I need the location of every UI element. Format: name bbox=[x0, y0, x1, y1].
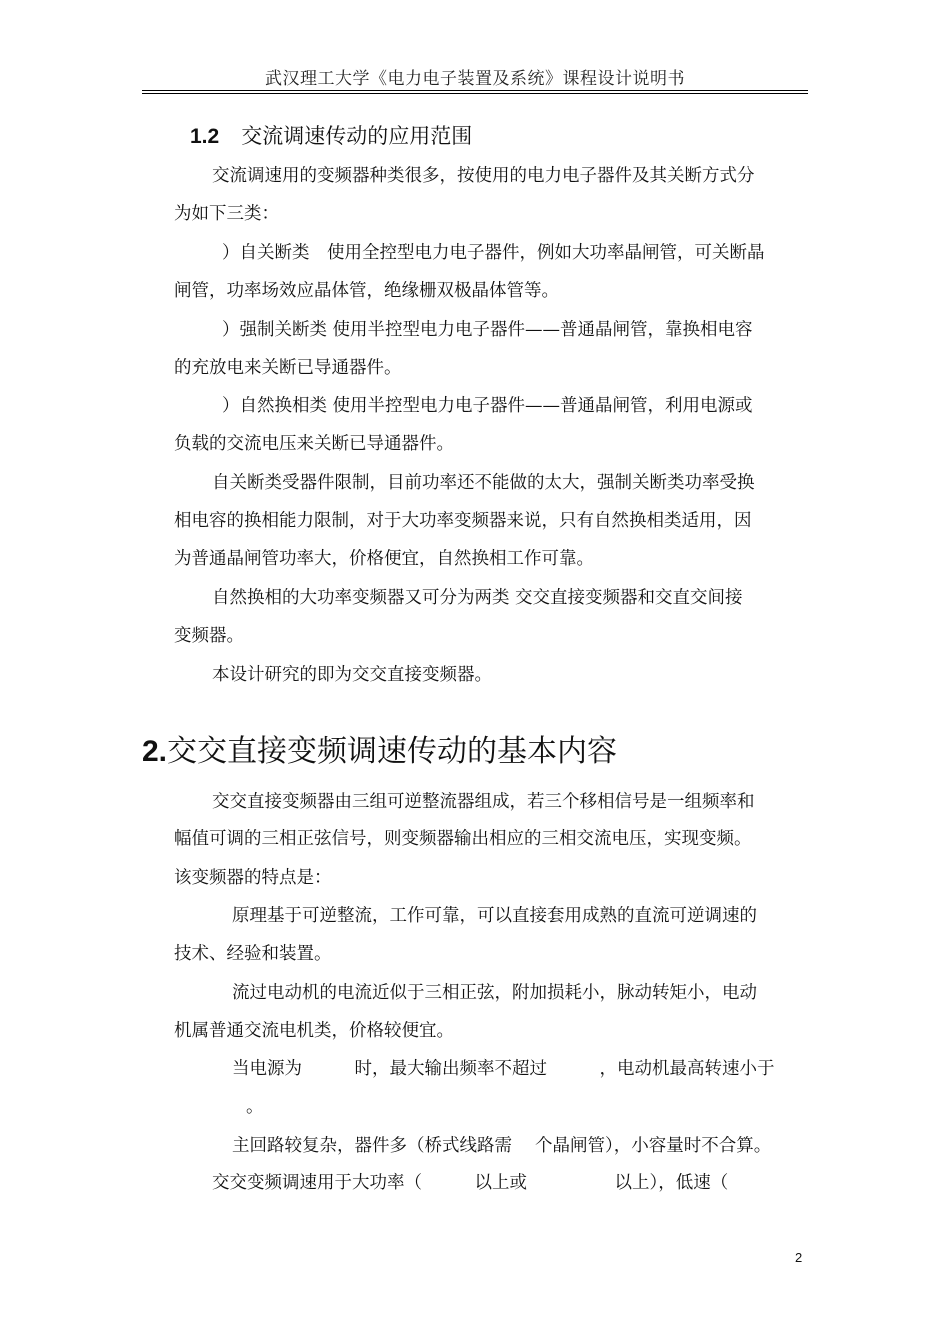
list-item-line: 流过电动机的电流近似于三相正弦，附加损耗小，脉动转矩小，电动 bbox=[232, 983, 757, 1003]
paragraph-line: 幅值可调的三相正弦信号，则变频器输出相应的三相交流电压，实现变频。 bbox=[174, 829, 752, 849]
running-header: 武汉理工大学《电力电子装置及系统》课程设计说明书 bbox=[265, 69, 685, 89]
paragraph-line: 自然换相的大功率变频器又可分为两类 交交直接变频器和交直交间接 bbox=[212, 588, 743, 608]
paragraph-line: 该变频器的特点是： bbox=[174, 868, 332, 888]
list-item-line: 主回路较复杂，器件多（桥式线路需 个晶闸管），小容量时不合算。 bbox=[232, 1136, 772, 1156]
section-number: 2. bbox=[142, 735, 168, 768]
paragraph-line: 的充放电来关断已导通器件。 bbox=[174, 358, 402, 378]
header-rule bbox=[142, 90, 808, 91]
paragraph-line: 闸管，功率场效应晶体管，绝缘栅双极晶体管等。 bbox=[174, 281, 559, 301]
section-2-heading bbox=[142, 726, 617, 770]
paragraph-line: 技术、经验和装置。 bbox=[174, 944, 332, 964]
section-1-2-heading bbox=[190, 120, 472, 150]
paragraph-line: 变频器。 bbox=[174, 626, 244, 646]
paragraph-line: 本设计研究的即为交交直接变频器。 bbox=[212, 665, 492, 685]
header-rule-thin bbox=[142, 93, 808, 94]
list-item-line: ）强制关断类 使用半控型电力电子器件——普通晶闸管，靠换相电容 bbox=[222, 320, 753, 340]
paragraph-line: 交交变频调速用于大功率（ 以上或 以上），低速（ bbox=[212, 1173, 729, 1193]
paragraph-line: 为普通晶闸管功率大，价格便宜，自然换相工作可靠。 bbox=[174, 549, 594, 569]
paragraph-line: 为如下三类： bbox=[174, 204, 279, 224]
section-number: 1.2 bbox=[190, 125, 220, 148]
paragraph-line: 机属普通交流电机类，价格较便宜。 bbox=[174, 1021, 454, 1041]
list-item-line: ）自然换相类 使用半控型电力电子器件——普通晶闸管，利用电源或 bbox=[222, 396, 753, 416]
page-number: 2 bbox=[795, 1250, 803, 1265]
paragraph-line: 。 bbox=[246, 1097, 264, 1117]
paragraph-line: 交流调速用的变频器种类很多，按使用的电力电子器件及其关断方式分 bbox=[212, 166, 755, 186]
paragraph-line: 自关断类受器件限制，目前功率还不能做的太大，强制关断类功率受换 bbox=[212, 473, 755, 493]
list-item-line: 当电源为 时，最大输出频率不超过 ，电动机最高转速小于 bbox=[232, 1059, 775, 1079]
section-title: 交流调速传动的应用范围 bbox=[241, 124, 473, 148]
list-item-line: 原理基于可逆整流，工作可靠，可以直接套用成熟的直流可逆调速的 bbox=[232, 906, 757, 926]
paragraph-line: 负载的交流电压来关断已导通器件。 bbox=[174, 434, 454, 454]
paragraph-line: 相电容的换相能力限制，对于大功率变频器来说，只有自然换相类适用，因 bbox=[174, 511, 752, 531]
list-item-line: ）自关断类 使用全控型电力电子器件，例如大功率晶闸管，可关断晶 bbox=[222, 243, 765, 263]
paragraph-line: 交交直接变频器由三组可逆整流器组成，若三个移相信号是一组频率和 bbox=[212, 792, 755, 812]
section-title: 交交直接变频调速传动的基本内容 bbox=[167, 734, 618, 769]
